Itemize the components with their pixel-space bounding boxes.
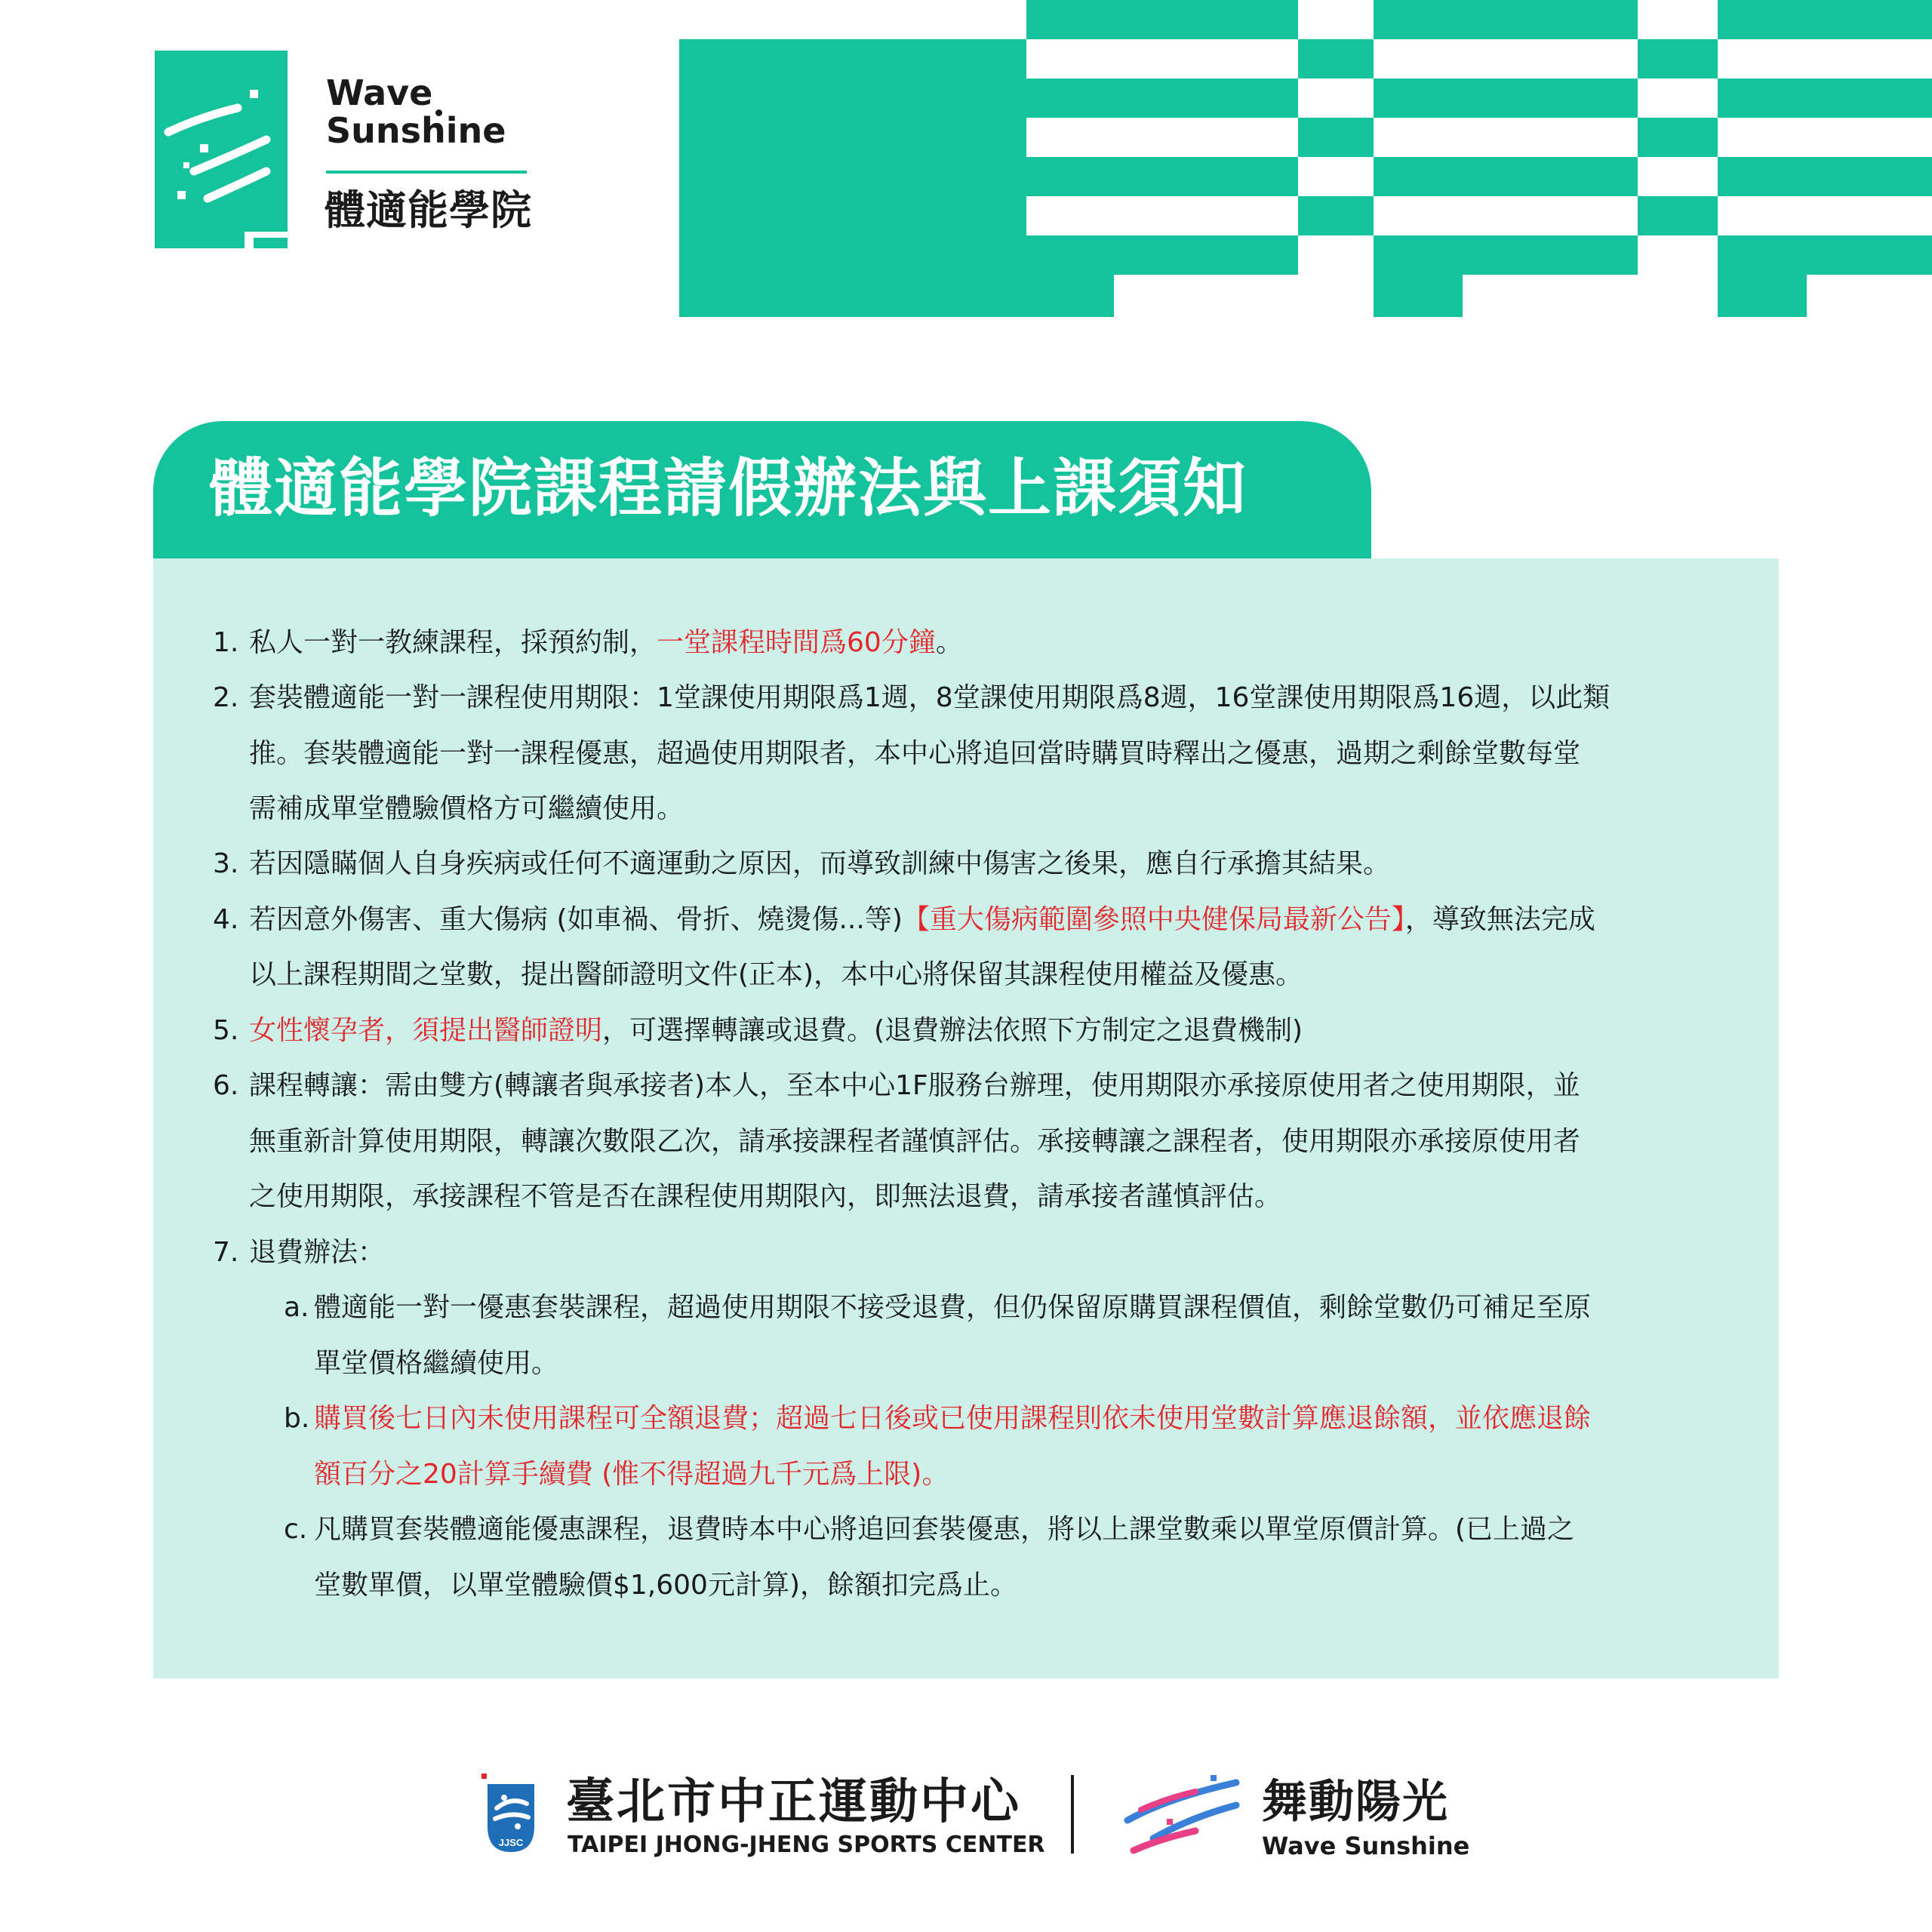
jjsc-badge-text: JJSC bbox=[498, 1837, 524, 1848]
rule-2-line-2: 推。套裝體適能一對一課程優惠，超過使用期限者，本中心將追回當時購買時釋出之優惠，過期之剩餘堂數每堂 bbox=[249, 738, 1581, 769]
rule-5-highlight: 女性懷孕者，須提出醫師證明 bbox=[249, 1015, 603, 1046]
rule-4-line-2: 以上課程期間之堂數，提出醫師證明文件(正本)，本中心將保留其課程使用權益及優惠。 bbox=[249, 959, 1303, 990]
rule-3-number: 3. bbox=[213, 848, 239, 879]
rule-7b-line-1: 購買後七日內未使用課程可全額退費；超過七日後或已使用課程則依未使用堂數計算應退餘額，並依應退餘 bbox=[314, 1403, 1592, 1434]
rules-panel bbox=[153, 558, 1779, 1678]
rule-1-line-1 bbox=[249, 629, 963, 657]
rule-6-line-2: 無重新計算使用期限，轉讓次數限乙次，請承接課程者謹慎評估。承接轉讓之課程者，使用期限亦承接原使用者 bbox=[249, 1126, 1581, 1157]
rule-4-highlight: 【重大傷病範圍參照中央健保局最新公告】 bbox=[902, 904, 1405, 935]
rule-7-number: 7. bbox=[213, 1237, 239, 1268]
rule-2-line-1: 套裝體適能一對一課程使用期限：1堂課使用期限爲1週，8堂課使用期限爲8週，16堂課使用期限爲16週，以此類 bbox=[249, 682, 1611, 713]
rule-4-number: 4. bbox=[213, 904, 239, 935]
logo-text-chinese: 體適能學院 bbox=[325, 186, 532, 234]
rule-4-text: 若因意外傷害、重大傷病 (如車禍、骨折、燒燙傷...等) bbox=[249, 904, 903, 935]
rule-7b-line-2: 額百分之20計算手續費 (惟不得超過九千元爲上限)。 bbox=[314, 1459, 949, 1490]
footer-divider bbox=[1071, 1775, 1074, 1854]
rule-7c-line-2: 堂數單價，以單堂體驗價$1,600元計算)，餘額扣完爲止。 bbox=[314, 1570, 1018, 1601]
jjsc-logo bbox=[481, 1774, 540, 1855]
wave-sunshine-logo-mark bbox=[155, 51, 288, 248]
jjsc-name-english: TAIPEI JHONG-JHENG SPORTS CENTER bbox=[568, 1832, 1045, 1858]
rule-1-text: 私人一對一教練課程，採預約制， bbox=[249, 627, 657, 658]
jjsc-name-chinese: 臺北市中正運動中心 bbox=[566, 1774, 1021, 1830]
rule-2-line-3: 需補成單堂體驗價格方可繼續使用。 bbox=[249, 793, 685, 824]
rule-3-line-1: 若因隱瞞個人自身疾病或任何不適運動之原因，而導致訓練中傷害之後果，應自行承擔其結果。 bbox=[249, 848, 1391, 879]
rule-7-line-1: 退費辦法： bbox=[249, 1237, 386, 1268]
rule-7a-label: a. bbox=[284, 1292, 309, 1323]
logo-text-wave: Wave bbox=[326, 72, 433, 113]
wave-sunshine-logo bbox=[1123, 1775, 1242, 1855]
rule-4-line-1 bbox=[249, 906, 1595, 934]
rule-5-number: 5. bbox=[213, 1015, 239, 1046]
rule-5-text: ，可選擇轉讓或退費。(退費辦法依照下方制定之退費機制) bbox=[602, 1015, 1303, 1046]
rule-1-highlight: 一堂課程時間爲60分鐘 bbox=[657, 627, 936, 658]
rule-5-line-1 bbox=[249, 1017, 1303, 1044]
page-title: 體適能學院課程請假辦法與上課須知 bbox=[209, 451, 1248, 525]
rule-7c-line-1: 凡購買套裝體適能優惠課程，退費時本中心將追回套裝優惠，將以上課堂數乘以單堂原價計算。(已上過之 bbox=[314, 1514, 1575, 1545]
checker-pattern-decoration bbox=[679, 0, 1932, 317]
rule-1-number: 1. bbox=[213, 627, 239, 658]
rule-6-line-3: 之使用期限，承接課程不管是否在課程使用期限內，即無法退費，請承接者謹慎評估。 bbox=[249, 1181, 1282, 1212]
rule-7a-line-2: 單堂價格繼續使用。 bbox=[314, 1348, 559, 1379]
logo-divider bbox=[326, 171, 527, 174]
rule-2-number: 2. bbox=[213, 682, 239, 713]
rule-6-number: 6. bbox=[213, 1070, 239, 1101]
rule-1-end: 。 bbox=[935, 627, 963, 658]
rule-7b-label: b. bbox=[284, 1403, 310, 1434]
logo-text-sunshine: Sunshine bbox=[326, 110, 506, 151]
rule-4-text-end: ，導致無法完成 bbox=[1404, 904, 1595, 935]
wave-sunshine-name-chinese: 舞動陽光 bbox=[1262, 1776, 1449, 1829]
rule-6-line-1: 課程轉讓：需由雙方(轉讓者與承接者)本人，至本中心1F服務台辦理，使用期限亦承接原使用者之使用期限，並 bbox=[249, 1070, 1580, 1101]
rule-7a-line-1: 體適能一對一優惠套裝課程，超過使用期限不接受退費，但仍保留原購買課程價值，剩餘堂數仍可補足至原 bbox=[314, 1292, 1592, 1323]
wave-sunshine-name-english: Wave Sunshine bbox=[1262, 1832, 1470, 1860]
rule-7c-label: c. bbox=[284, 1514, 308, 1545]
